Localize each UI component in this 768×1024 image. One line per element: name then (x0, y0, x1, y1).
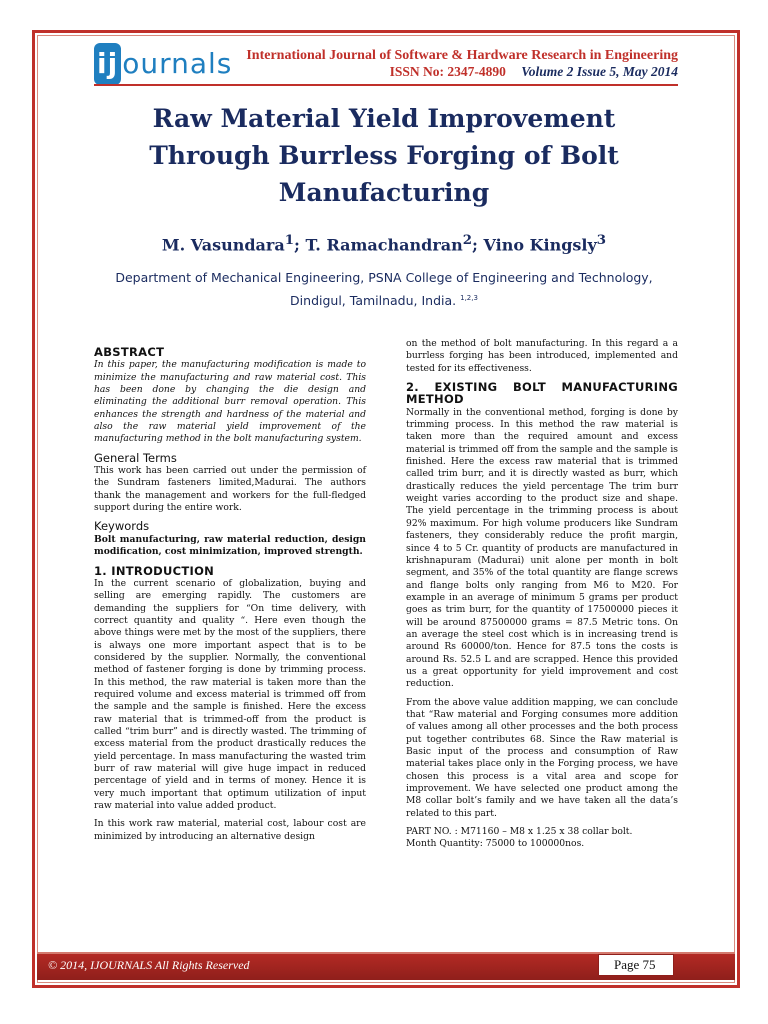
month-quantity: Month Quantity: 75000 to 100000nos. (406, 838, 585, 850)
body-paragraph: From the above value addition mapping, we can conclude that “Raw material and Forging consumes more addition of values among all other processes and the both process put together contributes 68. Since the Raw material is Basic input of the process and consumption of Raw material takes place only in the Forging process, we have chosen this process is a vital area and scope for improvement. We have selected one product among the M8 collar bolt’s family and we have taken all the data’s related to this part. (406, 696, 678, 819)
abstract-heading: ABSTRACT (94, 345, 165, 359)
keywords-text: Bolt manufacturing, raw material reduction, design modification, cost minimization, improved strength. (94, 533, 366, 558)
affiliation-sup: 1,2,3 (460, 294, 478, 302)
title-line: Raw Material Yield Improvement (152, 104, 616, 133)
author-name: M. Vasundara (161, 235, 285, 255)
affiliation (80, 268, 688, 311)
journal-name: International Journal of Software & Hardware Research in Engineering (246, 48, 678, 63)
issn-number: ISSN No: 2347-4890 (389, 64, 506, 79)
issn-line (380, 64, 678, 80)
header-divider (94, 84, 678, 86)
author-name: ; T. Ramachandran (293, 235, 463, 255)
author-sup: 2 (462, 232, 473, 248)
general-terms-text: This work has been carried out under the permission of the Sundram fasteners limited,Madurai. The authors thank the management and workers for the full-fledged support during the entire work. (94, 465, 366, 514)
author-name: ; Vino Kingsly (472, 235, 597, 255)
body-paragraph: In this work raw material, material cost, labour cost are minimized by introducing an alternative design (94, 818, 366, 842)
left-column (94, 340, 366, 849)
journal-logo (94, 43, 238, 85)
author-sup: 3 (596, 232, 607, 248)
volume-issue: Volume 2 Issue 5, May 2014 (521, 64, 678, 79)
page-number: Page 75 (614, 957, 656, 972)
title-line: Manufacturing (278, 178, 490, 207)
body-paragraph: Normally in the conventional method, forging is done by trimming process. In this method the raw material is taken more than the required amount and excess material is trimmed off from the sample and the sample is finished. Here the excess raw material that is trimmed called trim burr, and it is directly wasted as burr, which drastically reduces the yield percentage The trim burr weight varies according to the product size and shape. The yield percentage in the trimming process is about 92% maximum. For high volume producers like Sundram fasteners, they considerably reduce the profit margin, since 4 to 5 Cr. quantity of products are manufactured in krishnapuram (Madurai) unit alone per month in bolt segment, and 35% of the total quantity are flange screws and flange bolts only ranging from M6 to M20. For example in an average of minimum 5 grams per product goes as trim burr, for the quantity of 17500000 pieces it will be around 87500000 grams = 87.5 Metric tons. On an average the steel cost which is in increasing trend is around Rs 60000/ton. Hence for 87.5 tons the costs is around Rs. 52.5 L and are scrapped. Hence this provided us a great opportunity for yield improvement and cost reduction. (406, 406, 678, 690)
affiliation-line: Department of Mechanical Engineering, PSNA College of Engineering and Technology, (115, 270, 653, 285)
right-column (406, 338, 678, 857)
author-list (80, 232, 688, 254)
body-paragraph: on the method of bolt manufacturing. In this regard a a burrless forging has been introduced, implemented and tested for its effectiveness. (406, 338, 678, 374)
logo-mark: ij (94, 43, 121, 85)
abstract-text: In this paper, the manufacturing modification is made to minimize the manufacturing and raw material cost. This has been done by changing the die design and eliminating the additional burr removal operation. This enhances the strength and hardness of the material and also the raw material yield improvement of the manufacturing method in the bolt manufacturing system. (94, 359, 366, 445)
section-heading-introduction: 1. INTRODUCTION (94, 563, 215, 578)
logo-text: ournals (122, 47, 233, 80)
section-heading-existing-method: 2. EXISTING BOLT MANUFACTURING METHOD (406, 380, 678, 407)
paper-title (80, 100, 688, 211)
part-number: PART NO. : M71160 – M8 x 1.25 x 38 collar bolt. (406, 826, 633, 838)
footer-copyright: © 2014, IJOURNALS All Rights Reserved (48, 958, 250, 972)
title-line: Through Burrless Forging of Bolt (149, 141, 619, 170)
author-sup: 1 (284, 232, 294, 248)
body-paragraph: In the current scenario of globalization, buying and selling are emerging rapidly. The customers are demanding the suppliers for “On time delivery, with correct quantity and quality “. Here even though the above things were met by the most of the suppliers, there is always one more important aspect that is to be considered by the supplier. Normally, the conventional method of fastener forging is done by trimming process. In this method, the raw material is taken more than the required volume and excess material is trimmed off from the sample and the sample is finished. Here the excess raw material that is trimmed-off from the product is called “trim burr” and is directly wasted. The trimming of excess material from the product drastically reduces the yield percentage. In mass manufacturing the wasted trim burr of raw material will give huge impact in reduced percentage of yield and in terms of money. Hence it is very much important that optimum utilization of input raw material into value added product. (94, 577, 366, 812)
affiliation-line: Dindigul, Tamilnadu, India. (290, 293, 457, 309)
keywords-heading: Keywords (94, 519, 150, 534)
general-terms-heading: General Terms (94, 450, 177, 465)
